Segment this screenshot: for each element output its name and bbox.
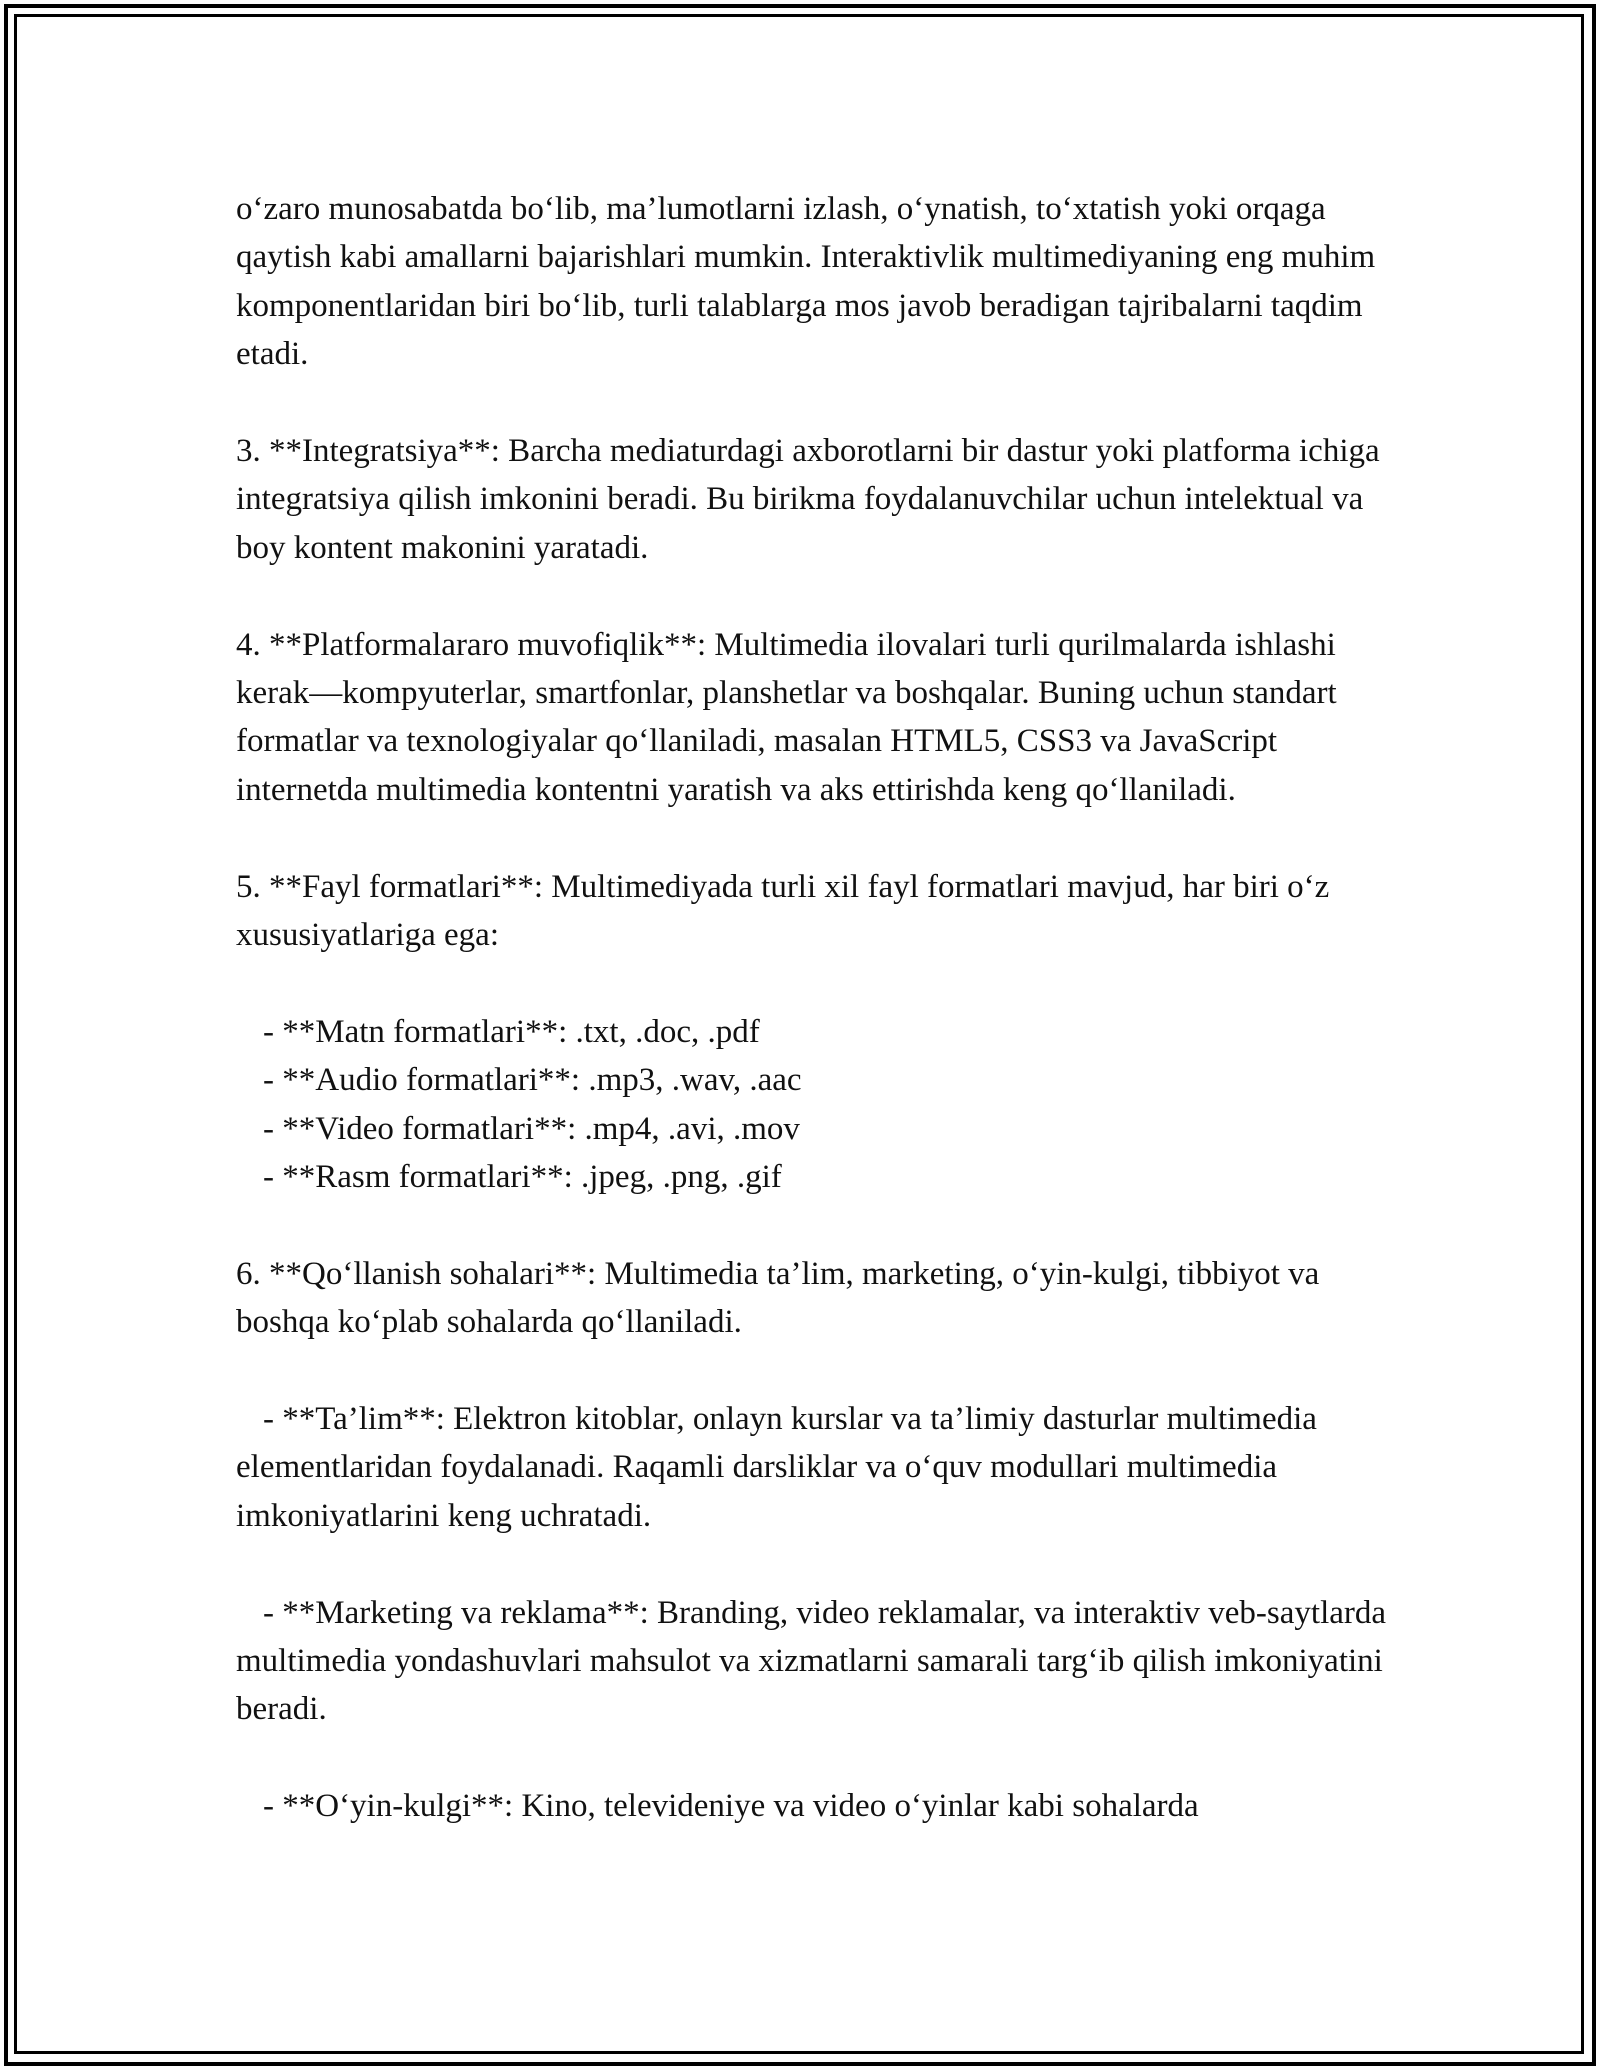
document-body bbox=[236, 185, 1396, 1831]
list-item-text-formats: - **Matn formatlari**: .txt, .doc, .pdf bbox=[263, 1013, 760, 1050]
paragraph-application-areas: 6. **Qo‘llanish sohalari**: Multimedia ta’lim, marketing, o‘yin-kulgi, tibbiyot va boshqa ko‘plab sohalarda qo‘llaniladi. bbox=[236, 1255, 1320, 1341]
paragraph-entertainment: - **O‘yin-kulgi**: Kino, televideniye va video o‘yinlar kabi sohalarda bbox=[263, 1788, 1199, 1825]
list-item-audio-formats: - **Audio formatlari**: .mp3, .wav, .aac bbox=[263, 1062, 802, 1099]
paragraph-marketing: - **Marketing va reklama**: Branding, video reklamalar, va interaktiv veb-saytlarda multimedia yondashuvlari mahsulot va xizmatlarni samarali targ‘ib qilish imkoniyatini beradi. bbox=[236, 1594, 1387, 1728]
paragraph-interactivity: o‘zaro munosabatda bo‘lib, ma’lumotlarni izlash, o‘ynatish, to‘xtatish yoki orqaga qaytish kabi amallarni bajarishlari mumkin. Interaktivlik multimediyaning eng muhim komponentlaridan biri bo‘lib, turli talablarga mos javob beradigan tajribalarni taqdim etadi. bbox=[236, 191, 1376, 373]
paragraph-cross-platform: 4. **Platformalararo muvofiqlik**: Multimedia ilovalari turli qurilmalarda ishlashi kerak—kompyuterlar, smartfonlar, planshetlar va boshqalar. Buning uchun standart formatlar va texnologiyalar qo‘llaniladi, masalan HTML5, CSS3 va JavaScript internetda multimedia kontentni yaratish va aks ettirishda keng qo‘llaniladi. bbox=[236, 626, 1337, 808]
list-item-video-formats: - **Video formatlari**: .mp4, .avi, .mov bbox=[263, 1110, 800, 1147]
format-list bbox=[236, 1008, 1396, 1202]
paragraph-file-formats: 5. **Fayl formatlari**: Multimediyada turli xil fayl formatlari mavjud, har biri o‘z xususiyatlariga ega: bbox=[236, 868, 1330, 954]
paragraph-education: - **Ta’lim**: Elektron kitoblar, onlayn kurslar va ta’limiy dasturlar multimedia elementlaridan foydalanadi. Raqamli darsliklar va o‘quv modullari multimedia imkoniyatlarini keng uchratadi. bbox=[236, 1401, 1317, 1534]
paragraph-integration: 3. **Integratsiya**: Barcha mediaturdagi axborotlarni bir dastur yoki platforma ichiga integratsiya qilish imkonini beradi. Bu birikma foydalanuvchilar uchun intelektual va boy kontent makonini yaratadi. bbox=[236, 433, 1380, 566]
list-item-image-formats: - **Rasm formatlari**: .jpeg, .png, .gif bbox=[263, 1159, 782, 1196]
